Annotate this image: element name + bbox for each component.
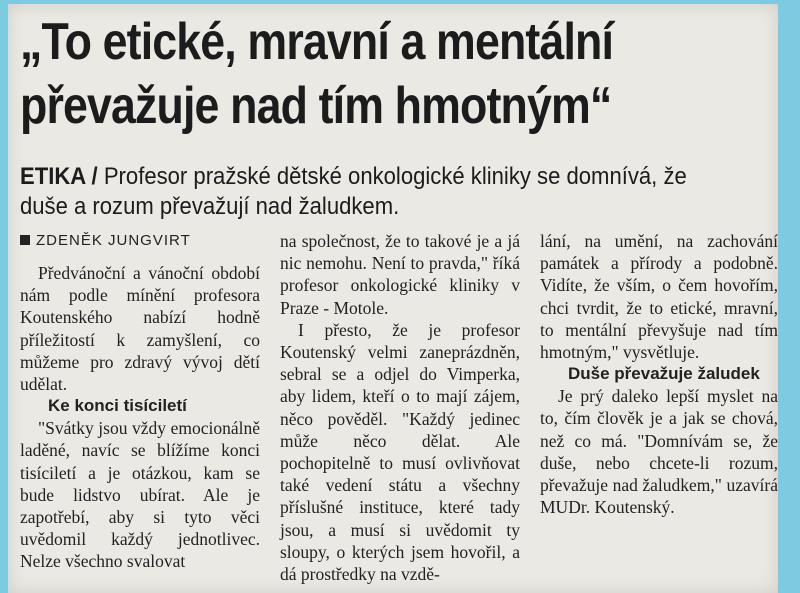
byline-author: ZDENĚK JUNGVIRT: [36, 232, 191, 249]
subhead-1: Ke konci tisíciletí: [48, 396, 187, 416]
column-3: [540, 230, 778, 518]
headline-line-2: převažuje nad tím hmotným“: [20, 77, 612, 135]
subhead-2: Duše převažuje žaludek: [568, 364, 760, 384]
lead-text: Profesor pražské dětské onkologické kliniky se domnívá, že duše a rozum převažují nad žaludkem.: [20, 163, 687, 220]
column-3-paragraph-1: lání, na umění, na zachování památek a přírody a podobně. Vidíte, že vším, o čem hovořím, chci tvrdit, že to etické, mravní, to mentální převyšuje nad tím hmotným," vysvětluje.: [540, 231, 778, 363]
newspaper-clipping: [8, 4, 778, 593]
headline: [20, 10, 674, 138]
lead-paragraph: [20, 162, 719, 222]
column-1-paragraph-2: "Svátky jsou vždy emocionálně laděné, navíc se blížíme konci tisíciletí a je otázkou, kam se bude lidstvo ubírat. Ale je zapotřebí, aby si tyto věci uvědomil každý jednotlivec. Nelze všechno svalovat: [20, 418, 260, 572]
headline-line-1: „To etické, mravní a mentální: [20, 13, 614, 71]
byline: [20, 230, 260, 252]
byline-square-icon: [20, 235, 30, 245]
column-2-paragraph-2: I přesto, že je profesor Koutenský velmi zaneprázdněn, sebral se a odjel do Vimperka, aby lidem, kteří o to mají zájem, něco pověděl. "Každý jedinec může něco dělat. Ale pochopitelně to musí ovlivňovat také vedení státu a všechny příslušné instituce, které tady jsou, a musí si uvědomit ty sloupy, o kterých jsem hovořil, a dá prostředky na vzdě-: [280, 319, 520, 585]
column-1: [20, 230, 260, 573]
column-2-paragraph-1: na společnost, že to takové je a já nic nemohu. Není to pravda," říká profesor onkologické kliniky v Praze - Motole.: [280, 231, 520, 318]
column-2: [280, 230, 520, 585]
column-1-paragraph-1: Předvánoční a vánoční období nám podle mínění profesora Koutenského nabízí hodně příležitostí k zamyšlení, co můžeme pro zdravý vývoj dětí udělat.: [20, 263, 260, 395]
lead-kicker: ETIKA /: [20, 163, 98, 190]
column-3-paragraph-2: Je prý daleko lepší myslet na to, čím člověk je a jak se chová, než co má. "Domnívám se, že duše, nebo chcete-li rozum, převažuje nad žaludkem," uzavírá MUDr. Koutenský.: [540, 386, 778, 518]
